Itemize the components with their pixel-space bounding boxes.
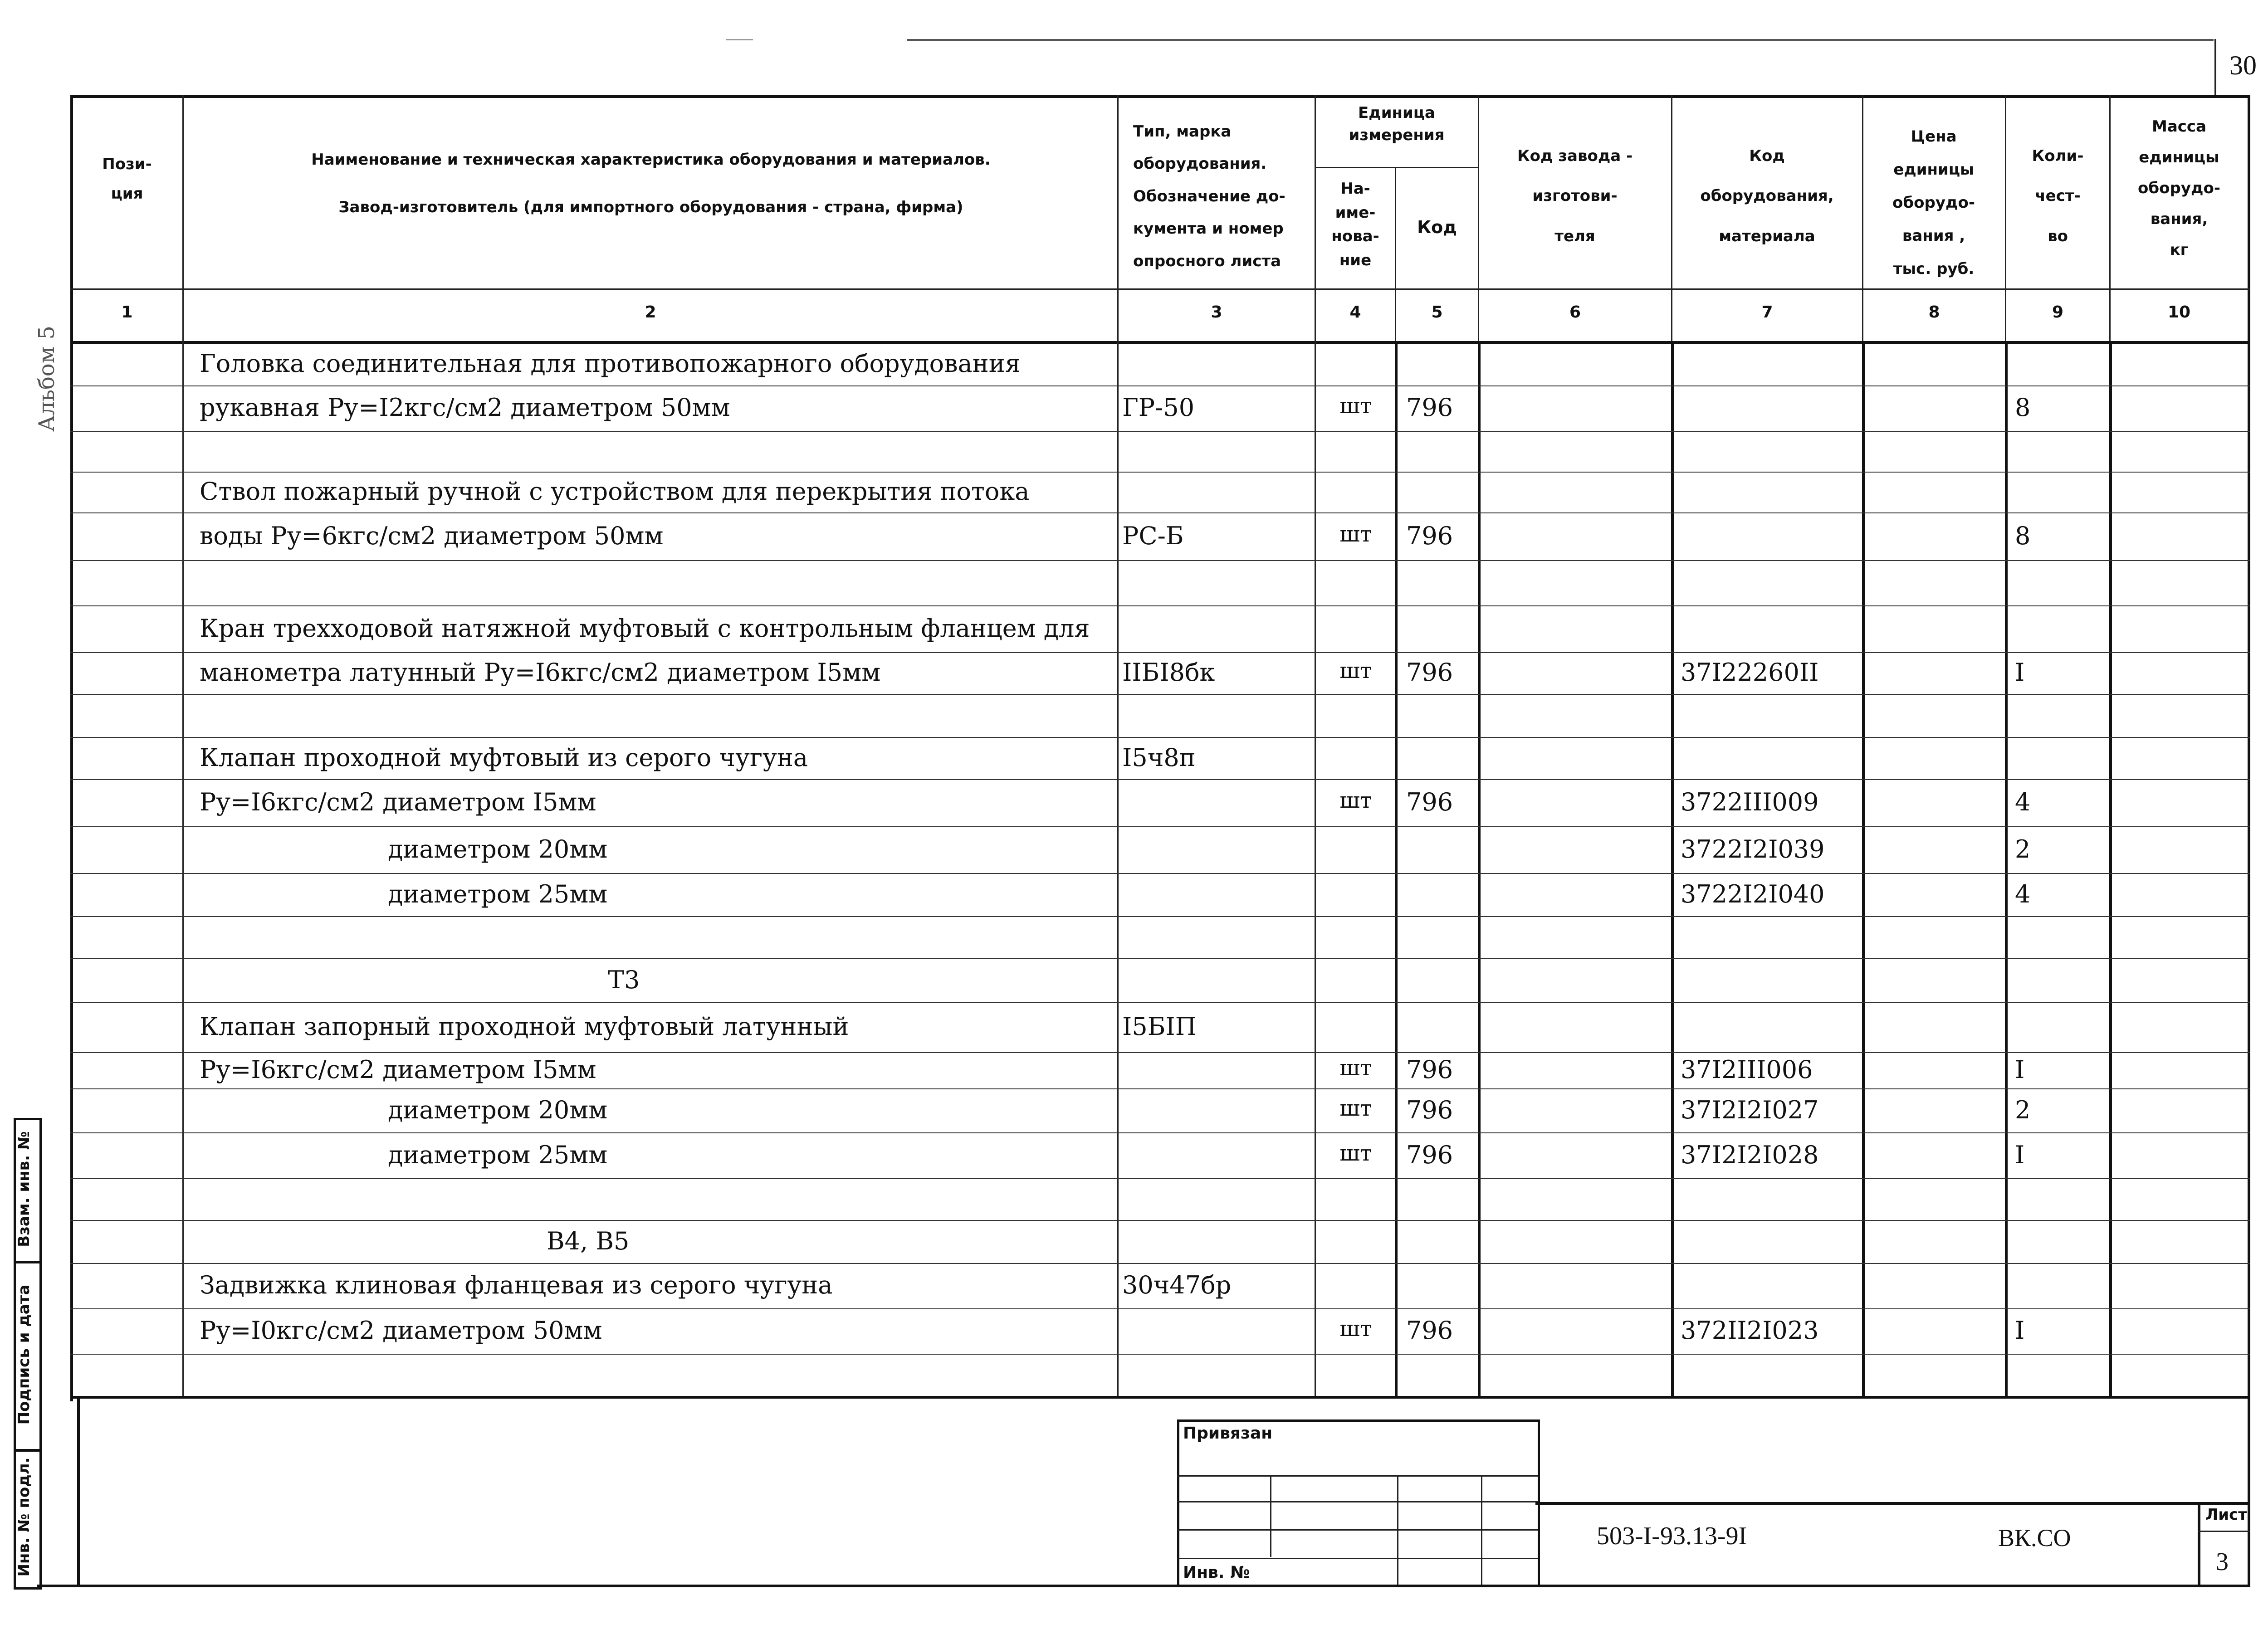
row-unit: шт: [1339, 658, 1372, 683]
bottom-frame-right: [2248, 1397, 2250, 1587]
row-type: IIБI8бк: [1122, 658, 1215, 687]
row-divider: [70, 1354, 2250, 1355]
row-unit: шт: [1339, 1095, 1372, 1121]
row-unit-code: 796: [1406, 393, 1453, 422]
row-type: 30ч47бр: [1122, 1271, 1232, 1299]
row-divider: [70, 385, 2250, 386]
row-unit-code: 796: [1406, 521, 1453, 550]
table-right-border: [2248, 95, 2250, 1401]
doc-code: 503-I-93.13-9I: [1597, 1522, 1747, 1550]
bound-label: Привязан: [1183, 1424, 1273, 1443]
row-quantity: 4: [2015, 788, 2031, 816]
section-code: ВК.СО: [1998, 1524, 2071, 1551]
row-divider: [70, 1308, 2250, 1309]
colnum-10: 10: [2167, 303, 2191, 322]
row-name: В4, В5: [547, 1226, 630, 1255]
row-type: I5БIП: [1122, 1012, 1197, 1041]
row-divider: [70, 1052, 2250, 1053]
sheet-box-left: [2198, 1502, 2200, 1586]
row-material-code: 37I2I2I028: [1681, 1140, 1819, 1169]
row-name: Т3: [608, 965, 640, 994]
row-material-code: 37I2III006: [1681, 1055, 1813, 1084]
row-name: Клапан проходной муфтовый из серого чугуна: [200, 743, 808, 772]
row-quantity: 2: [2015, 834, 2031, 863]
bound-line-1: [1177, 1475, 1538, 1477]
row-material-code: 3722III009: [1681, 788, 1819, 816]
row-divider: [70, 512, 2250, 513]
colnum-6: 6: [1569, 303, 1581, 322]
row-unit-code: 796: [1406, 1055, 1453, 1084]
row-quantity: I: [2015, 658, 2025, 687]
row-name: Ру=I6кгс/см2 диаметром I5мм: [200, 788, 596, 816]
row-unit-code: 796: [1406, 658, 1453, 687]
row-name: Ру=I6кгс/см2 диаметром I5мм: [200, 1055, 596, 1084]
album-label: Альбом 5: [34, 326, 59, 432]
colnum-bottom-line: [70, 341, 2250, 344]
row-divider: [70, 1178, 2250, 1179]
row-divider: [70, 1263, 2250, 1264]
bound-line-4: [1177, 1558, 1538, 1559]
header-col5: Код: [1417, 217, 1457, 237]
row-divider: [70, 873, 2250, 874]
row-unit-code: 796: [1406, 1316, 1453, 1345]
row-divider: [70, 431, 2250, 432]
row-unit: шт: [1339, 1140, 1372, 1166]
bound-vline-2: [1397, 1475, 1398, 1585]
header-col1: Пози- ция: [102, 155, 152, 203]
row-name: Кран трехходовой натяжной муфтовый с контрольным фланцем для: [200, 614, 1090, 643]
row-divider: [70, 694, 2250, 695]
row-name: диаметром 20мм: [388, 834, 608, 863]
heavy-col9-right: [2109, 341, 2112, 1398]
header-col4: На- име- нова- ние: [1331, 180, 1379, 270]
row-name: Ру=I0кгс/см2 диаметром 50мм: [200, 1316, 602, 1345]
row-divider: [70, 737, 2250, 738]
row-name: диаметром 25мм: [388, 1140, 608, 1169]
row-divider: [70, 1132, 2250, 1133]
bound-vline-3: [1481, 1475, 1482, 1585]
table-left-border: [70, 95, 73, 1401]
header-col2: Наименование и техническая характеристика оборудования и материалов. Завод-изготовитель (для импортного оборудования - страна, фирма): [311, 151, 991, 217]
page-number: 30: [2229, 50, 2257, 80]
row-name: Ствол пожарный ручной с устройством для перекрытия потока: [200, 477, 1030, 506]
header-bottom-line: [70, 288, 2250, 290]
sheet-number: 3: [2216, 1548, 2229, 1576]
inv-label: Инв. №: [1183, 1563, 1250, 1582]
row-divider: [70, 652, 2250, 653]
top-rule-short: [726, 39, 753, 40]
header-col8: Цена единицы оборудо- вания , тыс. руб.: [1892, 127, 1975, 278]
row-name: рукавная Ру=I2кгс/см2 диаметром 50мм: [200, 393, 730, 422]
row-unit: шт: [1339, 521, 1372, 547]
heavy-col8-left: [1862, 341, 1865, 1398]
row-unit: шт: [1339, 1316, 1372, 1341]
side-stamp-replaced-inv: Взам. инв. №: [15, 1131, 33, 1247]
row-material-code: 37I2I2I027: [1681, 1095, 1819, 1124]
colnum-4: 4: [1349, 303, 1361, 322]
row-divider: [70, 1002, 2250, 1003]
header-col6: Код завода - изготови- теля: [1517, 147, 1633, 245]
row-divider: [70, 1088, 2250, 1089]
row-quantity: 4: [2015, 879, 2031, 908]
colnum-3: 3: [1211, 303, 1222, 322]
col-line-1: [182, 95, 184, 1397]
row-name: Клапан запорный проходной муфтовый латунный: [200, 1012, 849, 1041]
row-name: диаметром 25мм: [388, 879, 608, 908]
col-line-2: [1117, 95, 1119, 1397]
header-top-border: [70, 95, 2250, 98]
heavy-col9-left: [2005, 341, 2008, 1398]
colnum-7: 7: [1761, 303, 1773, 322]
row-name: воды Ру=6кгс/см2 диаметром 50мм: [200, 521, 664, 550]
colnum-2: 2: [645, 303, 656, 322]
bottom-frame-bottom: [37, 1585, 2250, 1587]
row-material-code: 37I22260II: [1681, 658, 1819, 687]
row-unit-code: 796: [1406, 1140, 1453, 1169]
row-divider: [70, 560, 2250, 561]
row-unit: шт: [1339, 788, 1372, 813]
sheet-label: Лист: [2205, 1506, 2247, 1524]
bound-block: [1177, 1419, 1540, 1587]
row-divider: [70, 958, 2250, 959]
row-type: ГР-50: [1122, 393, 1195, 422]
doc-strip-top: [1535, 1502, 2250, 1505]
sheet-box-divider: [2198, 1531, 2250, 1532]
bound-line-3: [1177, 1529, 1538, 1531]
row-unit: шт: [1339, 1055, 1372, 1081]
row-quantity: 8: [2015, 521, 2031, 550]
row-name: манометра латунный Ру=I6кгс/см2 диаметром I5мм: [200, 658, 881, 687]
bound-line-2: [1177, 1501, 1538, 1502]
row-quantity: I: [2015, 1316, 2025, 1345]
colnum-8: 8: [1928, 303, 1940, 322]
col-line-3: [1315, 95, 1316, 1397]
heavy-col7-left: [1671, 341, 1674, 1398]
row-divider: [70, 779, 2250, 780]
colnum-1: 1: [121, 303, 133, 322]
page-number-box-left: [2214, 39, 2216, 96]
colnum-9: 9: [2052, 303, 2064, 322]
row-divider: [70, 605, 2250, 606]
row-unit-code: 796: [1406, 1095, 1453, 1124]
top-rule: [907, 39, 2214, 41]
row-type: I5ч8п: [1122, 743, 1196, 772]
header-col3: Тип, марка оборудования. Обозначение до- кумента и номер опросного листа: [1133, 122, 1286, 270]
row-divider: [70, 1220, 2250, 1221]
side-stamp-original-inv: Инв. № подл.: [15, 1457, 33, 1577]
row-material-code: 3722I2I039: [1681, 834, 1825, 863]
row-divider: [70, 826, 2250, 827]
heavy-col5-right: [1478, 341, 1481, 1398]
header-col10: Масса единицы оборудо- вания, кг: [2138, 117, 2220, 259]
row-divider: [70, 916, 2250, 917]
row-material-code: 372II2I023: [1681, 1316, 1819, 1345]
row-type: РС-Б: [1122, 521, 1184, 550]
row-quantity: 8: [2015, 393, 2031, 422]
colnum-5: 5: [1431, 303, 1443, 322]
row-name: Задвижка клиновая фланцевая из серого чугуна: [200, 1271, 833, 1299]
header-col7: Код оборудования, материала: [1700, 147, 1834, 245]
row-quantity: I: [2015, 1140, 2025, 1169]
body-bottom-line: [70, 1396, 2250, 1399]
row-name: диаметром 20мм: [388, 1095, 608, 1124]
bottom-frame-left: [77, 1397, 80, 1587]
row-name: Головка соединительная для противопожарного оборудования: [200, 349, 1021, 378]
unit-group-line: [1315, 167, 1478, 168]
row-material-code: 3722I2I040: [1681, 879, 1825, 908]
row-unit: шт: [1339, 393, 1372, 419]
row-quantity: I: [2015, 1055, 2025, 1084]
header-col9: Коли- чест- во: [2032, 147, 2084, 245]
heavy-col5-left: [1395, 341, 1398, 1398]
side-stamp-div-1: [14, 1261, 42, 1263]
row-quantity: 2: [2015, 1095, 2031, 1124]
header-unit-group: Единица измерения: [1349, 104, 1445, 145]
bound-vline-1: [1270, 1475, 1271, 1557]
row-unit-code: 796: [1406, 788, 1453, 816]
side-stamp-signature-date: Подпись и дата: [15, 1284, 33, 1425]
row-divider: [70, 472, 2250, 473]
